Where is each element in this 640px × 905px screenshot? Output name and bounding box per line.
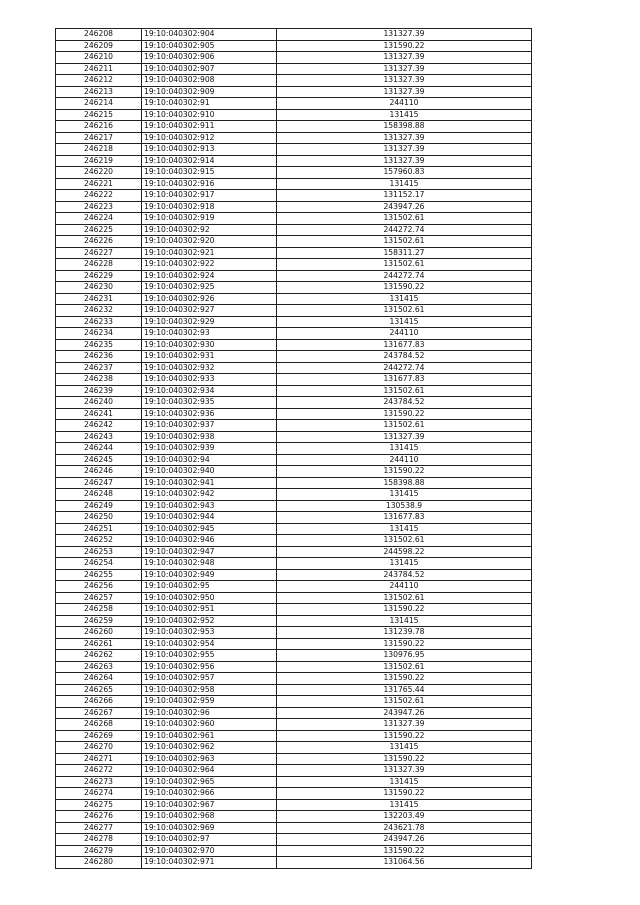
value-cell: 131590.22 (277, 408, 532, 420)
table-row (56, 408, 532, 420)
table-row (56, 201, 532, 213)
cadastral-number-cell: 19:10:040302:969 (142, 822, 277, 834)
table-row (56, 52, 532, 64)
cadastral-number-cell: 19:10:040302:941 (142, 477, 277, 489)
table-row (56, 546, 532, 558)
table-row (56, 144, 532, 156)
table-row (56, 282, 532, 294)
value-cell: 158398.88 (277, 121, 532, 133)
row-number-cell: 246257 (56, 592, 142, 604)
row-number-cell: 246215 (56, 109, 142, 121)
table-row (56, 121, 532, 133)
cadastral-number-cell: 19:10:040302:94 (142, 454, 277, 466)
row-number-cell: 246280 (56, 857, 142, 869)
table-row (56, 454, 532, 466)
table-row (56, 776, 532, 788)
row-number-cell: 246256 (56, 581, 142, 593)
row-number-cell: 246226 (56, 236, 142, 248)
table-row (56, 259, 532, 271)
table-row (56, 339, 532, 351)
cadastral-number-cell: 19:10:040302:949 (142, 569, 277, 581)
cadastral-number-cell: 19:10:040302:939 (142, 443, 277, 455)
value-cell: 131415 (277, 489, 532, 501)
row-number-cell: 246278 (56, 834, 142, 846)
cadastral-number-cell: 19:10:040302:922 (142, 259, 277, 271)
row-number-cell: 246219 (56, 155, 142, 167)
table-row (56, 270, 532, 282)
row-number-cell: 246211 (56, 63, 142, 75)
row-number-cell: 246279 (56, 845, 142, 857)
table-row (56, 385, 532, 397)
table-row (56, 523, 532, 535)
table-row (56, 178, 532, 190)
cadastral-number-cell: 19:10:040302:907 (142, 63, 277, 75)
cadastral-number-cell: 19:10:040302:920 (142, 236, 277, 248)
value-cell: 131415 (277, 316, 532, 328)
value-cell: 131415 (277, 523, 532, 535)
table-row (56, 845, 532, 857)
cadastral-number-cell: 19:10:040302:958 (142, 684, 277, 696)
value-cell: 244598.22 (277, 546, 532, 558)
value-cell: 131327.39 (277, 75, 532, 87)
value-cell: 244272.74 (277, 270, 532, 282)
value-cell: 244110 (277, 98, 532, 110)
value-cell: 132203.49 (277, 811, 532, 823)
cadastral-number-cell: 19:10:040302:971 (142, 857, 277, 869)
row-number-cell: 246250 (56, 512, 142, 524)
row-number-cell: 246217 (56, 132, 142, 144)
cadastral-number-cell: 19:10:040302:963 (142, 753, 277, 765)
table-row (56, 362, 532, 374)
row-number-cell: 246242 (56, 420, 142, 432)
table-row (56, 857, 532, 869)
cadastral-number-cell: 19:10:040302:921 (142, 247, 277, 259)
cadastral-number-cell: 19:10:040302:92 (142, 224, 277, 236)
table-row (56, 40, 532, 52)
cadastral-number-cell: 19:10:040302:934 (142, 385, 277, 397)
cadastral-number-cell: 19:10:040302:927 (142, 305, 277, 317)
table-row (56, 569, 532, 581)
table-row (56, 799, 532, 811)
value-cell: 131415 (277, 109, 532, 121)
cadastral-number-cell: 19:10:040302:95 (142, 581, 277, 593)
value-cell: 131590.22 (277, 845, 532, 857)
table-row (56, 558, 532, 570)
row-number-cell: 246273 (56, 776, 142, 788)
cadastral-number-cell: 19:10:040302:954 (142, 638, 277, 650)
cadastral-number-cell: 19:10:040302:925 (142, 282, 277, 294)
cadastral-number-cell: 19:10:040302:929 (142, 316, 277, 328)
row-number-cell: 246218 (56, 144, 142, 156)
table-row (56, 765, 532, 777)
table-row (56, 627, 532, 639)
row-number-cell: 246213 (56, 86, 142, 98)
value-cell: 244110 (277, 581, 532, 593)
table-row (56, 477, 532, 489)
table-row (56, 742, 532, 754)
value-cell: 131415 (277, 799, 532, 811)
row-number-cell: 246228 (56, 259, 142, 271)
table-row (56, 638, 532, 650)
value-cell: 131502.61 (277, 420, 532, 432)
row-number-cell: 246231 (56, 293, 142, 305)
row-number-cell: 246244 (56, 443, 142, 455)
row-number-cell: 246263 (56, 661, 142, 673)
row-number-cell: 246251 (56, 523, 142, 535)
cadastral-number-cell: 19:10:040302:951 (142, 604, 277, 616)
value-cell: 131677.83 (277, 374, 532, 386)
table-row (56, 316, 532, 328)
table-row (56, 466, 532, 478)
cadastral-number-cell: 19:10:040302:905 (142, 40, 277, 52)
value-cell: 131677.83 (277, 512, 532, 524)
value-cell: 131502.61 (277, 213, 532, 225)
table-row (56, 581, 532, 593)
row-number-cell: 246246 (56, 466, 142, 478)
row-number-cell: 246241 (56, 408, 142, 420)
cadastral-number-cell: 19:10:040302:967 (142, 799, 277, 811)
cadastral-number-cell: 19:10:040302:932 (142, 362, 277, 374)
cadastral-number-cell: 19:10:040302:91 (142, 98, 277, 110)
cadastral-number-cell: 19:10:040302:966 (142, 788, 277, 800)
table-row (56, 673, 532, 685)
cadastral-number-cell: 19:10:040302:93 (142, 328, 277, 340)
row-number-cell: 246247 (56, 477, 142, 489)
cadastral-number-cell: 19:10:040302:926 (142, 293, 277, 305)
row-number-cell: 246248 (56, 489, 142, 501)
cadastral-number-cell: 19:10:040302:916 (142, 178, 277, 190)
table-row (56, 443, 532, 455)
value-cell: 131327.39 (277, 86, 532, 98)
row-number-cell: 246261 (56, 638, 142, 650)
row-number-cell: 246252 (56, 535, 142, 547)
value-cell: 131327.39 (277, 144, 532, 156)
table-row (56, 696, 532, 708)
cadastral-number-cell: 19:10:040302:911 (142, 121, 277, 133)
value-cell: 157960.83 (277, 167, 532, 179)
row-number-cell: 246265 (56, 684, 142, 696)
cadastral-number-cell: 19:10:040302:957 (142, 673, 277, 685)
table-row (56, 328, 532, 340)
table-body (56, 29, 532, 869)
value-cell: 131415 (277, 443, 532, 455)
value-cell: 131677.83 (277, 339, 532, 351)
row-number-cell: 246264 (56, 673, 142, 685)
row-number-cell: 246259 (56, 615, 142, 627)
cadastral-number-cell: 19:10:040302:945 (142, 523, 277, 535)
table-row (56, 535, 532, 547)
row-number-cell: 246236 (56, 351, 142, 363)
row-number-cell: 246209 (56, 40, 142, 52)
table-row (56, 374, 532, 386)
value-cell: 131590.22 (277, 282, 532, 294)
table-row (56, 132, 532, 144)
table-row (56, 75, 532, 87)
table-row (56, 753, 532, 765)
value-cell: 244272.74 (277, 224, 532, 236)
row-number-cell: 246258 (56, 604, 142, 616)
cadastral-number-cell: 19:10:040302:964 (142, 765, 277, 777)
value-cell: 131502.61 (277, 592, 532, 604)
table-row (56, 592, 532, 604)
value-cell: 243784.52 (277, 351, 532, 363)
cadastral-number-cell: 19:10:040302:947 (142, 546, 277, 558)
value-cell: 131327.39 (277, 155, 532, 167)
table-row (56, 489, 532, 501)
value-cell: 243947.26 (277, 201, 532, 213)
row-number-cell: 246272 (56, 765, 142, 777)
table-row (56, 224, 532, 236)
row-number-cell: 246235 (56, 339, 142, 351)
row-number-cell: 246266 (56, 696, 142, 708)
row-number-cell: 246260 (56, 627, 142, 639)
value-cell: 131064.56 (277, 857, 532, 869)
value-cell: 131415 (277, 178, 532, 190)
value-cell: 243621.78 (277, 822, 532, 834)
cadastral-number-cell: 19:10:040302:931 (142, 351, 277, 363)
value-cell: 131590.22 (277, 730, 532, 742)
value-cell: 131239.78 (277, 627, 532, 639)
value-cell: 243784.52 (277, 569, 532, 581)
table-row (56, 822, 532, 834)
table-row (56, 98, 532, 110)
cadastral-number-cell: 19:10:040302:944 (142, 512, 277, 524)
row-number-cell: 246276 (56, 811, 142, 823)
cadastral-number-cell: 19:10:040302:930 (142, 339, 277, 351)
table-row (56, 190, 532, 202)
cadastral-number-cell: 19:10:040302:904 (142, 29, 277, 41)
value-cell: 131502.61 (277, 385, 532, 397)
table-row (56, 247, 532, 259)
value-cell: 131502.61 (277, 535, 532, 547)
value-cell: 131502.61 (277, 661, 532, 673)
row-number-cell: 246267 (56, 707, 142, 719)
cadastral-number-cell: 19:10:040302:948 (142, 558, 277, 570)
table-row (56, 707, 532, 719)
table-row (56, 811, 532, 823)
row-number-cell: 246243 (56, 431, 142, 443)
row-number-cell: 246268 (56, 719, 142, 731)
value-cell: 243947.26 (277, 707, 532, 719)
cadastral-number-cell: 19:10:040302:965 (142, 776, 277, 788)
row-number-cell: 246227 (56, 247, 142, 259)
value-cell: 131327.39 (277, 132, 532, 144)
cadastral-number-cell: 19:10:040302:917 (142, 190, 277, 202)
table-row (56, 397, 532, 409)
value-cell: 131327.39 (277, 63, 532, 75)
cadastral-number-cell: 19:10:040302:908 (142, 75, 277, 87)
value-cell: 131590.22 (277, 604, 532, 616)
row-number-cell: 246239 (56, 385, 142, 397)
row-number-cell: 246277 (56, 822, 142, 834)
row-number-cell: 246240 (56, 397, 142, 409)
data-table (55, 28, 532, 869)
cadastral-number-cell: 19:10:040302:97 (142, 834, 277, 846)
row-number-cell: 246271 (56, 753, 142, 765)
value-cell: 131415 (277, 293, 532, 305)
cadastral-number-cell: 19:10:040302:956 (142, 661, 277, 673)
value-cell: 131415 (277, 776, 532, 788)
cadastral-number-cell: 19:10:040302:953 (142, 627, 277, 639)
table-row (56, 305, 532, 317)
cadastral-number-cell: 19:10:040302:933 (142, 374, 277, 386)
value-cell: 131415 (277, 558, 532, 570)
table-row (56, 431, 532, 443)
cadastral-number-cell: 19:10:040302:946 (142, 535, 277, 547)
row-number-cell: 246233 (56, 316, 142, 328)
row-number-cell: 246220 (56, 167, 142, 179)
row-number-cell: 246224 (56, 213, 142, 225)
value-cell: 131502.61 (277, 236, 532, 248)
row-number-cell: 246254 (56, 558, 142, 570)
value-cell: 131327.39 (277, 719, 532, 731)
table-row (56, 719, 532, 731)
table-row (56, 500, 532, 512)
cadastral-number-cell: 19:10:040302:955 (142, 650, 277, 662)
cadastral-number-cell: 19:10:040302:938 (142, 431, 277, 443)
row-number-cell: 246216 (56, 121, 142, 133)
value-cell: 131327.39 (277, 52, 532, 64)
table-row (56, 512, 532, 524)
row-number-cell: 246262 (56, 650, 142, 662)
cadastral-number-cell: 19:10:040302:935 (142, 397, 277, 409)
value-cell: 244110 (277, 454, 532, 466)
cadastral-number-cell: 19:10:040302:924 (142, 270, 277, 282)
value-cell: 131590.22 (277, 673, 532, 685)
cadastral-number-cell: 19:10:040302:915 (142, 167, 277, 179)
value-cell: 130538.9 (277, 500, 532, 512)
table-row (56, 236, 532, 248)
row-number-cell: 246212 (56, 75, 142, 87)
value-cell: 244272.74 (277, 362, 532, 374)
cadastral-number-cell: 19:10:040302:906 (142, 52, 277, 64)
value-cell: 158311.27 (277, 247, 532, 259)
value-cell: 131502.61 (277, 259, 532, 271)
table-row (56, 604, 532, 616)
table-row (56, 63, 532, 75)
row-number-cell: 246223 (56, 201, 142, 213)
value-cell: 130976.95 (277, 650, 532, 662)
row-number-cell: 246232 (56, 305, 142, 317)
cadastral-number-cell: 19:10:040302:950 (142, 592, 277, 604)
table-row (56, 155, 532, 167)
row-number-cell: 246270 (56, 742, 142, 754)
value-cell: 158398.88 (277, 477, 532, 489)
table-row (56, 213, 532, 225)
row-number-cell: 246237 (56, 362, 142, 374)
cadastral-number-cell: 19:10:040302:940 (142, 466, 277, 478)
table-row (56, 293, 532, 305)
value-cell: 131327.39 (277, 431, 532, 443)
table-row (56, 615, 532, 627)
table-row (56, 684, 532, 696)
row-number-cell: 246208 (56, 29, 142, 41)
value-cell: 244110 (277, 328, 532, 340)
value-cell: 131590.22 (277, 40, 532, 52)
cadastral-number-cell: 19:10:040302:943 (142, 500, 277, 512)
row-number-cell: 246225 (56, 224, 142, 236)
cadastral-number-cell: 19:10:040302:914 (142, 155, 277, 167)
row-number-cell: 246222 (56, 190, 142, 202)
table-row (56, 661, 532, 673)
value-cell: 131415 (277, 742, 532, 754)
cadastral-number-cell: 19:10:040302:913 (142, 144, 277, 156)
value-cell: 131502.61 (277, 696, 532, 708)
row-number-cell: 246245 (56, 454, 142, 466)
row-number-cell: 246230 (56, 282, 142, 294)
cadastral-number-cell: 19:10:040302:919 (142, 213, 277, 225)
table-row (56, 109, 532, 121)
row-number-cell: 246229 (56, 270, 142, 282)
row-number-cell: 246221 (56, 178, 142, 190)
row-number-cell: 246234 (56, 328, 142, 340)
cadastral-number-cell: 19:10:040302:960 (142, 719, 277, 731)
cadastral-number-cell: 19:10:040302:970 (142, 845, 277, 857)
cadastral-number-cell: 19:10:040302:96 (142, 707, 277, 719)
cadastral-number-cell: 19:10:040302:909 (142, 86, 277, 98)
row-number-cell: 246249 (56, 500, 142, 512)
cadastral-number-cell: 19:10:040302:912 (142, 132, 277, 144)
table-row (56, 420, 532, 432)
row-number-cell: 246269 (56, 730, 142, 742)
cadastral-number-cell: 19:10:040302:959 (142, 696, 277, 708)
value-cell: 131765.44 (277, 684, 532, 696)
cadastral-number-cell: 19:10:040302:968 (142, 811, 277, 823)
cadastral-number-cell: 19:10:040302:936 (142, 408, 277, 420)
value-cell: 131590.22 (277, 466, 532, 478)
row-number-cell: 246275 (56, 799, 142, 811)
row-number-cell: 246210 (56, 52, 142, 64)
row-number-cell: 246255 (56, 569, 142, 581)
row-number-cell: 246274 (56, 788, 142, 800)
value-cell: 131590.22 (277, 638, 532, 650)
value-cell: 131415 (277, 615, 532, 627)
table-row (56, 730, 532, 742)
table-row (56, 29, 532, 41)
cadastral-number-cell: 19:10:040302:910 (142, 109, 277, 121)
value-cell: 131152.17 (277, 190, 532, 202)
value-cell: 131590.22 (277, 788, 532, 800)
cadastral-number-cell: 19:10:040302:937 (142, 420, 277, 432)
row-number-cell: 246214 (56, 98, 142, 110)
value-cell: 243947.26 (277, 834, 532, 846)
table-row (56, 650, 532, 662)
cadastral-number-cell: 19:10:040302:952 (142, 615, 277, 627)
cadastral-number-cell: 19:10:040302:918 (142, 201, 277, 213)
cadastral-number-cell: 19:10:040302:962 (142, 742, 277, 754)
table-row (56, 86, 532, 98)
value-cell: 131327.39 (277, 765, 532, 777)
value-cell: 131327.39 (277, 29, 532, 41)
table-row (56, 788, 532, 800)
cadastral-number-cell: 19:10:040302:961 (142, 730, 277, 742)
table-row (56, 167, 532, 179)
value-cell: 131502.61 (277, 305, 532, 317)
row-number-cell: 246238 (56, 374, 142, 386)
cadastral-number-cell: 19:10:040302:942 (142, 489, 277, 501)
value-cell: 243784.52 (277, 397, 532, 409)
table-row (56, 351, 532, 363)
row-number-cell: 246253 (56, 546, 142, 558)
table-row (56, 834, 532, 846)
value-cell: 131590.22 (277, 753, 532, 765)
